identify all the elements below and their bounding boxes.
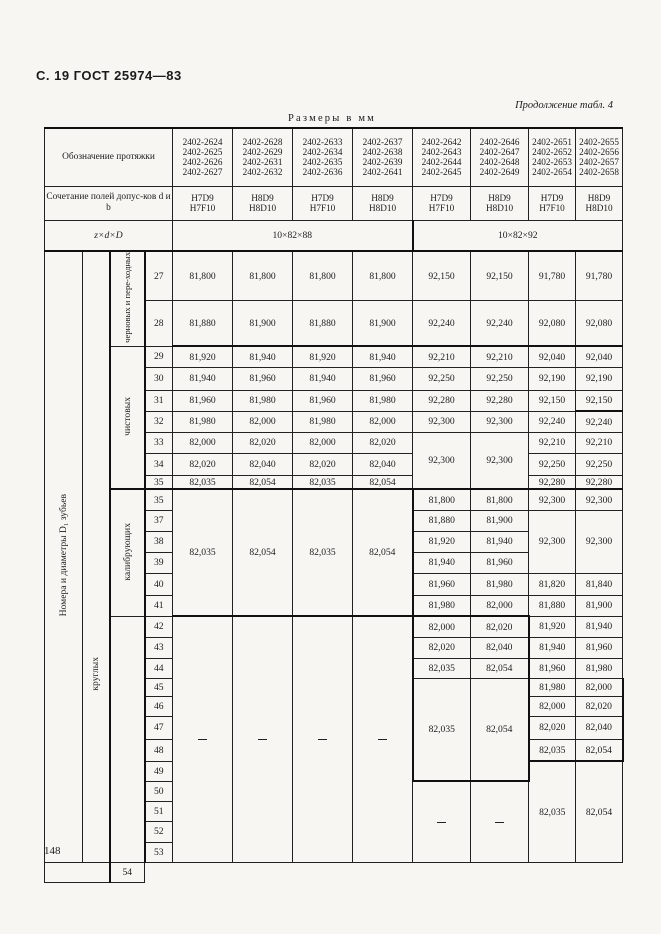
code-cell: 2402-2651 2402-2652 2402-2653 2402-2654	[529, 128, 576, 186]
empty-dash	[293, 616, 353, 862]
value-cell: 82,035	[173, 475, 233, 489]
value-cell: 81,960	[576, 637, 623, 658]
value-cell: 82,054	[233, 489, 293, 616]
value-cell: 81,940	[353, 346, 413, 367]
tooth-number: 51	[145, 801, 173, 821]
value-cell: 92,080	[529, 301, 576, 346]
value-cell: 81,840	[576, 573, 623, 595]
value-cell: 81,940	[471, 531, 529, 552]
empty-dash	[471, 781, 529, 862]
value-cell: 82,020	[529, 716, 576, 739]
value-cell: 82,054	[576, 739, 623, 761]
zdD-right: 10×82×92	[413, 220, 623, 251]
value-cell: 92,210	[413, 346, 471, 367]
tolerance-cell: H7D9 H7F10	[173, 186, 233, 220]
value-cell: 82,035	[173, 489, 233, 616]
value-cell: 82,020	[233, 432, 293, 453]
value-cell: 81,880	[173, 301, 233, 346]
empty-dash	[353, 616, 413, 862]
tooth-number: 40	[145, 573, 173, 595]
tooth-number: 54	[110, 862, 145, 882]
value-cell: 81,920	[293, 346, 353, 367]
broach-dimensions-table	[44, 127, 624, 883]
value-cell: 92,280	[529, 475, 576, 489]
value-cell: 81,960	[471, 552, 529, 573]
tooth-number: 41	[145, 595, 173, 616]
tooth-number: 32	[145, 411, 173, 432]
value-cell: 81,800	[293, 251, 353, 301]
subgroup-calib: калибрующих	[110, 489, 145, 616]
value-cell: 81,940	[173, 367, 233, 390]
zdD-header: z×d×D	[45, 220, 173, 251]
value-cell: 92,150	[471, 251, 529, 301]
value-cell: 82,054	[353, 475, 413, 489]
value-cell: 81,800	[413, 489, 471, 510]
krug-label: круглых	[83, 489, 110, 862]
empty-dash	[413, 781, 471, 862]
tooth-number: 52	[145, 821, 173, 842]
value-cell: 81,960	[413, 573, 471, 595]
value-cell: 81,900	[471, 510, 529, 531]
code-cell: 2402-2642 2402-2643 2402-2644 2402-2645	[413, 128, 471, 186]
value-cell: 92,300	[413, 432, 471, 489]
value-cell: 82,054	[233, 475, 293, 489]
tolerance-header: Сочетание полей допус-ков d и b	[45, 186, 173, 220]
value-cell: 81,800	[233, 251, 293, 301]
value-cell: 81,980	[293, 411, 353, 432]
value-cell: 92,080	[576, 301, 623, 346]
tolerance-cell: H8D9 H8D10	[471, 186, 529, 220]
value-cell: 82,054	[471, 658, 529, 678]
continuation-label: Продолжение табл. 4	[515, 100, 613, 111]
value-cell: 81,940	[413, 552, 471, 573]
value-cell: 92,250	[529, 453, 576, 475]
code-cell: 2402-2624 2402-2625 2402-2626 2402-2627	[173, 128, 233, 186]
value-cell: 82,020	[413, 637, 471, 658]
value-cell: 81,900	[233, 301, 293, 346]
tolerance-cell: H8D9 H8D10	[233, 186, 293, 220]
value-cell: 82,000	[576, 678, 623, 696]
value-cell: 92,250	[576, 453, 623, 475]
code-cell: 2402-2628 2402-2629 2402-2631 2402-2632	[233, 128, 293, 186]
value-cell: 82,000	[413, 616, 471, 637]
value-cell: 82,035	[529, 761, 576, 862]
value-cell: 82,040	[471, 637, 529, 658]
value-cell: 91,780	[529, 251, 576, 301]
value-cell: 81,880	[293, 301, 353, 346]
value-cell: 81,920	[413, 531, 471, 552]
value-cell: 81,980	[413, 595, 471, 616]
tooth-number: 35	[145, 489, 173, 510]
value-cell: 82,000	[293, 432, 353, 453]
value-cell: 81,980	[353, 390, 413, 411]
value-cell: 82,035	[293, 489, 353, 616]
designation-header: Обозначение протяжки	[45, 128, 173, 186]
tolerance-cell: H7D9 H7F10	[413, 186, 471, 220]
tooth-number: 49	[145, 761, 173, 781]
value-cell: 81,960	[233, 367, 293, 390]
value-cell: 81,880	[529, 595, 576, 616]
value-cell: 81,960	[293, 390, 353, 411]
value-cell: 82,020	[471, 616, 529, 637]
value-cell: 92,150	[576, 390, 623, 411]
value-cell: 81,820	[529, 573, 576, 595]
code-cell: 2402-2646 2402-2647 2402-2648 2402-2649	[471, 128, 529, 186]
value-cell: 92,240	[413, 301, 471, 346]
value-cell: 82,000	[173, 432, 233, 453]
value-cell: 82,040	[233, 453, 293, 475]
value-cell: 82,000	[233, 411, 293, 432]
tolerance-cell: H8D9 H8D10	[353, 186, 413, 220]
value-cell: 81,940	[233, 346, 293, 367]
value-cell: 92,300	[576, 510, 623, 573]
value-cell: 81,940	[293, 367, 353, 390]
value-cell: 92,040	[529, 346, 576, 367]
value-cell: 81,880	[413, 510, 471, 531]
value-cell: 91,780	[576, 251, 623, 301]
tooth-number: 27	[145, 251, 173, 301]
tooth-number: 33	[145, 432, 173, 453]
value-cell: 82,000	[471, 595, 529, 616]
tooth-number: 46	[145, 696, 173, 716]
value-cell: 92,300	[471, 411, 529, 432]
value-cell: 81,900	[576, 595, 623, 616]
value-cell: 92,250	[413, 367, 471, 390]
tooth-number: 30	[145, 367, 173, 390]
value-cell: 81,940	[529, 637, 576, 658]
page-header: С. 19 ГОСТ 25974—83	[36, 68, 182, 83]
value-cell: 81,960	[529, 658, 576, 678]
value-cell: 82,000	[529, 696, 576, 716]
empty-dash	[173, 616, 233, 862]
value-cell: 81,920	[173, 346, 233, 367]
value-cell: 82,040	[353, 453, 413, 475]
value-cell: 82,035	[413, 658, 471, 678]
value-cell: 92,300	[529, 489, 576, 510]
tooth-number: 48	[145, 739, 173, 761]
row-group-label: Номера и диаметры D₁ зубьев	[45, 251, 83, 862]
value-cell: 92,300	[413, 411, 471, 432]
zdD-left: 10×82×88	[173, 220, 413, 251]
value-cell: 82,035	[293, 475, 353, 489]
value-cell: 81,940	[576, 616, 623, 637]
tolerance-cell: H8D9 H8D10	[576, 186, 623, 220]
tooth-number: 37	[145, 510, 173, 531]
subgroup-rough: черновых и пере-ходных	[110, 251, 145, 346]
value-cell: 92,040	[576, 346, 623, 367]
value-cell: 81,980	[576, 658, 623, 678]
value-cell: 92,210	[471, 346, 529, 367]
tooth-number: 47	[145, 716, 173, 739]
value-cell: 81,980	[471, 573, 529, 595]
value-cell: 82,040	[576, 716, 623, 739]
code-cell: 2402-2633 2402-2634 2402-2635 2402-2636	[293, 128, 353, 186]
value-cell: 92,300	[576, 489, 623, 510]
subgroup-finish: чистовых	[110, 346, 145, 489]
tooth-number: 43	[145, 637, 173, 658]
value-cell: 81,800	[173, 251, 233, 301]
value-cell: 92,210	[529, 432, 576, 453]
value-cell: 81,800	[471, 489, 529, 510]
tooth-number: 31	[145, 390, 173, 411]
value-cell: 81,800	[353, 251, 413, 301]
code-cell: 2402-2655 2402-2656 2402-2657 2402-2658	[576, 128, 623, 186]
sizes-caption: Размеры в мм	[288, 113, 377, 124]
code-cell: 2402-2637 2402-2638 2402-2639 2402-2641	[353, 128, 413, 186]
value-cell: 82,020	[293, 453, 353, 475]
page-number: 148	[44, 845, 61, 857]
value-cell: 82,035	[529, 739, 576, 761]
tooth-number: 38	[145, 531, 173, 552]
tolerance-cell: H7D9 H7F10	[529, 186, 576, 220]
value-cell: 82,054	[353, 489, 413, 616]
value-cell: 82,035	[413, 678, 471, 781]
value-cell: 92,240	[529, 411, 576, 432]
tooth-number: 29	[145, 346, 173, 367]
empty-dash	[233, 616, 293, 862]
value-cell: 81,980	[529, 678, 576, 696]
value-cell: 92,250	[471, 367, 529, 390]
value-cell: 81,900	[353, 301, 413, 346]
value-cell: 82,054	[471, 678, 529, 781]
value-cell: 81,920	[529, 616, 576, 637]
value-cell: 92,280	[413, 390, 471, 411]
value-cell: 92,300	[529, 510, 576, 573]
value-cell: 82,020	[173, 453, 233, 475]
tooth-number: 42	[145, 616, 173, 637]
value-cell: 82,020	[576, 696, 623, 716]
value-cell: 81,980	[173, 411, 233, 432]
value-cell: 82,000	[353, 411, 413, 432]
value-cell: 92,300	[471, 432, 529, 489]
value-cell: 82,054	[576, 761, 623, 862]
value-cell: 92,190	[576, 367, 623, 390]
tooth-number: 35	[145, 475, 173, 489]
tooth-number: 50	[145, 781, 173, 801]
tooth-number: 28	[145, 301, 173, 346]
tooth-number: 53	[145, 842, 173, 862]
tolerance-cell: H7D9 H7F10	[293, 186, 353, 220]
value-cell: 81,960	[173, 390, 233, 411]
tooth-number: 45	[145, 678, 173, 696]
value-cell: 92,280	[576, 475, 623, 489]
tooth-number: 39	[145, 552, 173, 573]
value-cell: 81,980	[233, 390, 293, 411]
value-cell: 92,150	[529, 390, 576, 411]
value-cell: 82,020	[353, 432, 413, 453]
value-cell: 92,150	[413, 251, 471, 301]
value-cell: 92,240	[576, 411, 623, 432]
value-cell: 92,190	[529, 367, 576, 390]
value-cell: 92,240	[471, 301, 529, 346]
tooth-number: 44	[145, 658, 173, 678]
value-cell: 92,280	[471, 390, 529, 411]
value-cell: 92,210	[576, 432, 623, 453]
value-cell: 81,960	[353, 367, 413, 390]
tooth-number: 34	[145, 453, 173, 475]
